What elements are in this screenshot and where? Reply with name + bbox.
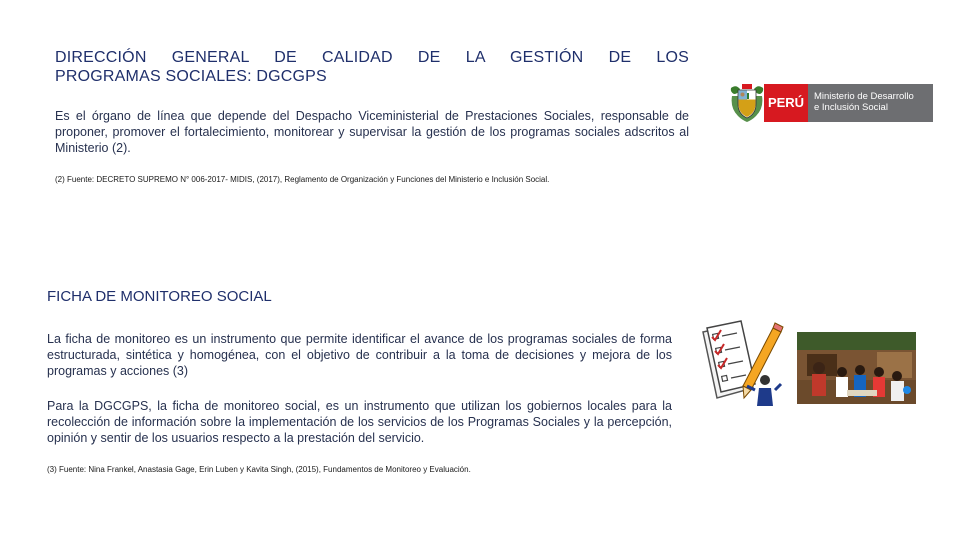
ministry-name — [808, 84, 933, 122]
dgcgps-description: Es el órgano de línea que depende del Despacho Viceministerial de Prestaciones Sociales, responsable de proponer, promover el fortalecimiento, monitorear y supervisar la gestión de los programas sociales adscritos al Ministerio (2). — [55, 109, 689, 155]
footnote-3: (3) Fuente: Nina Frankel, Anastasia Gage, Erin Luben y Kavita Singh, (2015), Fundamentos de Monitoreo y Evaluación. — [47, 465, 471, 474]
photo-scene — [797, 332, 916, 404]
midis-logo — [728, 82, 933, 124]
footnote-2: (2) Fuente: DECRETO SUPREMO N° 006-2017- MIDIS, (2017), Reglamento de Organización y Funciones del Ministerio e Inclusión Social. — [55, 175, 550, 184]
peru-coat-of-arms-icon — [728, 82, 766, 124]
community-meeting-photo — [797, 332, 916, 404]
ficha-usage: Para la DGCGPS, la ficha de monitoreo social, es un instrumento que utilizan los gobiernos locales para la recolección de información sobre la implementación de los servicios de los Programas Sociales y la percepción, opinión y sentir de los usuarios respecto a la prestación del servicio. — [47, 399, 672, 445]
ministry-name-line1: Ministerio de Desarrollo — [814, 91, 914, 102]
ficha-definition: La ficha de monitoreo es un instrumento que permite identificar el avance de los programas sociales de forma estructurada, sintética y homogénea, con el objetivo de contribuir a la toma de decisiones y mejora de los programas y acciones (3) — [47, 332, 672, 378]
section-title-dgcgps — [55, 48, 689, 86]
ministry-name-line2: e Inclusión Social — [814, 102, 888, 113]
section-title-line2: PROGRAMAS SOCIALES: DGCGPS — [55, 68, 327, 85]
checklist-clipboard-pencil-icon — [695, 318, 785, 408]
ficha-title: FICHA DE MONITOREO SOCIAL — [47, 288, 272, 305]
section-title-line1: DIRECCIÓN GENERAL DE CALIDAD DE LA GESTIÓN DE LOS — [55, 49, 689, 66]
peru-label: PERÚ — [764, 84, 808, 122]
